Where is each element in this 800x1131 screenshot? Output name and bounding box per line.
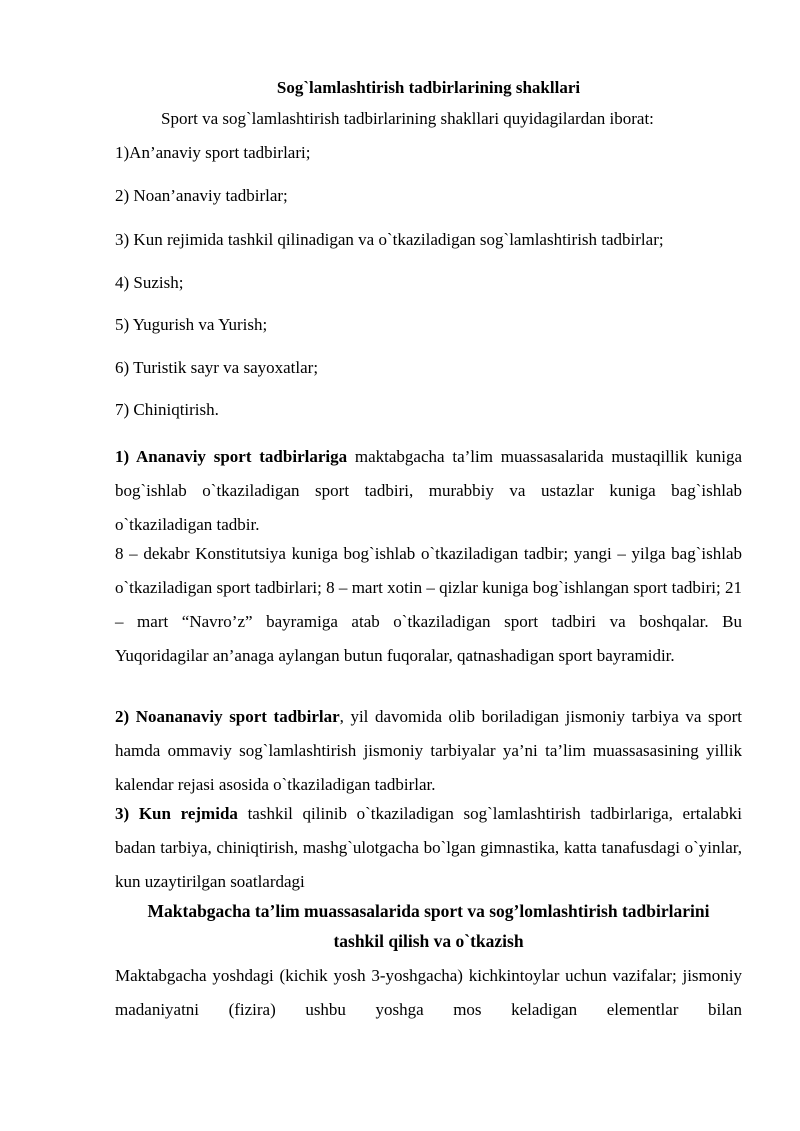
paragraph-preschool-tasks (115, 959, 742, 1027)
list-item: 4) Suzish; (115, 273, 184, 292)
paragraph-body: , yil davomida olib boriladigan jismoniy tarbiya va sport hamda ommaviy sog`lamlashtirish jismoniy tarbiyalar ya’ni ta’lim muassasasining yillik kalendar rejasi asosida o`tkaziladigan tadbirlar. (115, 707, 742, 794)
paragraph-body: tashkil qilinib o`tkaziladigan sog`lamlashtirish tadbirlariga, ertalabki badan tarbiya, chiniqtirish, mashg`ulotgacha bo`lgan gimnastika, katta tanafusdagi o`yinlar, kun uzaytirilgan soatlardagi (115, 804, 742, 891)
paragraph-traditional-events (115, 440, 742, 542)
paragraph-body: Maktabgacha yoshdagi (kichik yosh 3-yoshgacha) kichkintoylar uchun vazifalar; jismoniy madaniyatni (fizira) ushbu yoshga mos keladigan elementlar bilan (115, 966, 742, 1019)
list-item: 3) Kun rejimida tashkil qilinadigan va o`tkaziladigan sog`lamlashtirish tadbirlar; (115, 230, 664, 249)
section-heading: Sog`lamlashtirish tadbirlarining shakllari (276, 78, 581, 97)
list-item: 2) Noan’anaviy tadbirlar; (115, 186, 288, 205)
paragraph-nontraditional-events (115, 700, 742, 802)
list-item: 7) Chiniqtirish. (115, 400, 219, 419)
heading-line: tashkil qilish va o`tkazish (333, 931, 524, 951)
section-heading-2 (115, 896, 742, 956)
paragraph-body: maktabgacha ta’lim muassasalarida mustaqillik kuniga bog`ishlab o`tkaziladigan sport tadbiri, murabbiy va ustazlar kuniga bag`ishlab o`tkaziladigan tadbir. (115, 447, 742, 534)
paragraph-body: 8 – dekabr Konstitutsiya kuniga bog`ishlab o`tkaziladigan tadbir; yangi – yilga bag`ishlab o`tkaziladigan sport tadbirlari; 8 – mart xotin – qizlar kuniga bog`ishlangan sport tadbiri; 21 – mart “Navro’z” bayramiga atab o`tkaziladigan sport tadbiri va boshqalar. Bu Yuqoridagilar an’anaga aylangan butun fuqoralar, qatnashadigan sport bayramidir. (115, 544, 742, 665)
list-item: 1)An’anaviy sport tadbirlari; (115, 143, 311, 162)
heading-line: Maktabgacha ta’lim muassasalarida sport va sog’lomlashtirish tadbirlarini (147, 901, 710, 921)
paragraph-lead: 2) Noananaviy sport tadbirlar (115, 707, 340, 726)
paragraph-lead: 1) Ananaviy sport tadbirlariga (115, 447, 348, 466)
paragraph-daily-routine (115, 797, 742, 899)
list-item: 6) Turistik sayr va sayoxatlar; (115, 358, 319, 377)
intro-text: Sport va sog`lamlashtirish tadbirlarining shakllari quyidagilardan iborat: (161, 109, 654, 128)
paragraph-lead: 3) Kun rejmida (115, 804, 238, 823)
paragraph-holiday-events (115, 537, 742, 673)
list-item: 5) Yugurish va Yurish; (115, 315, 268, 334)
